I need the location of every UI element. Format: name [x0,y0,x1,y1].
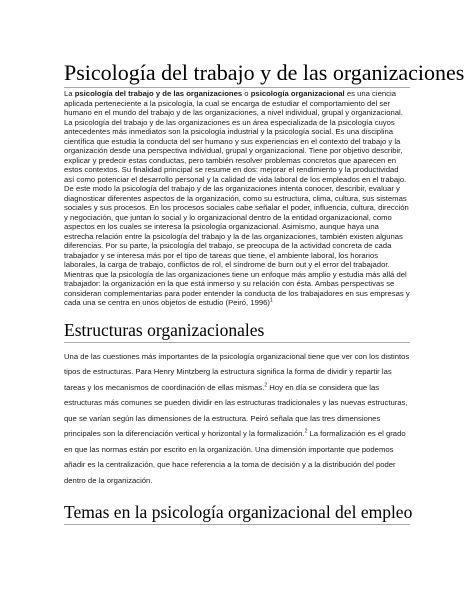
estructuras-paragraph [64,349,410,489]
intro-paragraph [64,89,410,118]
reference-link-2a[interactable]: 2 [264,381,268,388]
intro-text-2: o [242,89,251,98]
estructuras-text-2: Hoy en día se considera que las estructuras más comunes se pueden dividir en las estructuras tradicionales y las nuevas estructuras, que se varían según las dimensiones de la estructura. Peiró señala que las tres dimensiones principales son la diferenciación vertical y horizontal y la formalización. [64,382,408,438]
intro-text-3: es una ciencia aplicada perteneciente a la psicología, la cual se encarga de estudiar el comportamiento del ser humano en el mundo del trabajo y de las organizaciones, a nivel individual, grupal y organizacional. [64,89,403,117]
page-title: Psicología del trabajo y de las organizaciones [64,60,410,88]
section-heading-estructuras: Estructuras organizacionales [64,319,410,343]
body-paragraph [64,118,410,308]
reference-link-2b[interactable]: 2 [304,428,308,435]
intro-text-1: La [64,89,75,98]
intro-bold-term-1: psicología del trabajo y de las organizaciones [74,89,243,98]
document-page [64,60,465,525]
intro-bold-term-2: psicología organizacional [250,89,345,98]
section-heading-temas: Temas en la psicología organizacional del empleo [64,501,410,525]
estructuras-text-3: La formalización es el grado en que las normas están por escrito en la organización. Una dimensión importante que podemos añadir es la centralización, que hace referencia a la toma de decisión y a la distribución del poder dentro de la organización. [64,429,406,485]
estructuras-text-1: Una de las cuestiones más importantes de la psicología organizacional tiene que ver con los distintos tipos de estructuras. Para Henry Mintzberg la estructura significa la forma de dividir y repartir las tareas y los mecanismos de coordinación de ellas mismas. [64,351,410,392]
body-text: La psicología del trabajo y de las organizaciones es un área especializada de la psicología cuyos antecedentes más inmediatos son la psicología industrial y la psicología social. Es una disciplina científica que estudia la conducta del ser humano y sus experiencias en el contexto del trabajo y la organización desde una perspectiva individual, grupal y organizacional. Tiene por objetivo describir, explicar y predecir estas conductas, pero también resolver problemas concretos que aparecen en estos contextos. Su finalidad principal se resume en dos: mejorar el rendimiento y la productividad así como potenciar el desarrollo personal y la calidad de vida laboral de los empleados en el trabajo. De este modo la psicología del trabajo y de las organizaciones intenta conocer, describir, evaluar y diagnosticar diferentes aspectos de la organización, como su estructura, clima, cultura, sus sistemas sociales y sus procesos. En los procesos sociales cabe señalar el poder, influencia, cultura, dirección y negociación, que juntan lo social y lo organizacional dentro de la entidad organizacional, como aspectos en los cuales se interesa la psicología organizacional. Asimismo, aunque haya una estrecha relación entre la psicología del trabajo y la de las organizaciones, también existen algunas diferencias. Por su parte, la psicología del trabajo, se preocupa de la actividad concreta de cada trabajador y se interesa más por el tipo de tareas que tiene, el ambiente laboral, los horarios laborales, la carga de trabajo, conflictos de rol, el síndrome de burn out y el error del trabajador. Mientras que la psicología de las organizaciones tiene un enfoque más amplio y estudia más allá del trabajador: la organización en la que está inmerso y su relación con ésta. Ambas perspectivas se consideran complementarias para poder entender la conducta de los trabajadores en sus empresas y cada una se centra en unos objetos de estudio (Peiró, 1996) [64,117,410,307]
reference-link-1[interactable]: 1 [270,297,273,304]
